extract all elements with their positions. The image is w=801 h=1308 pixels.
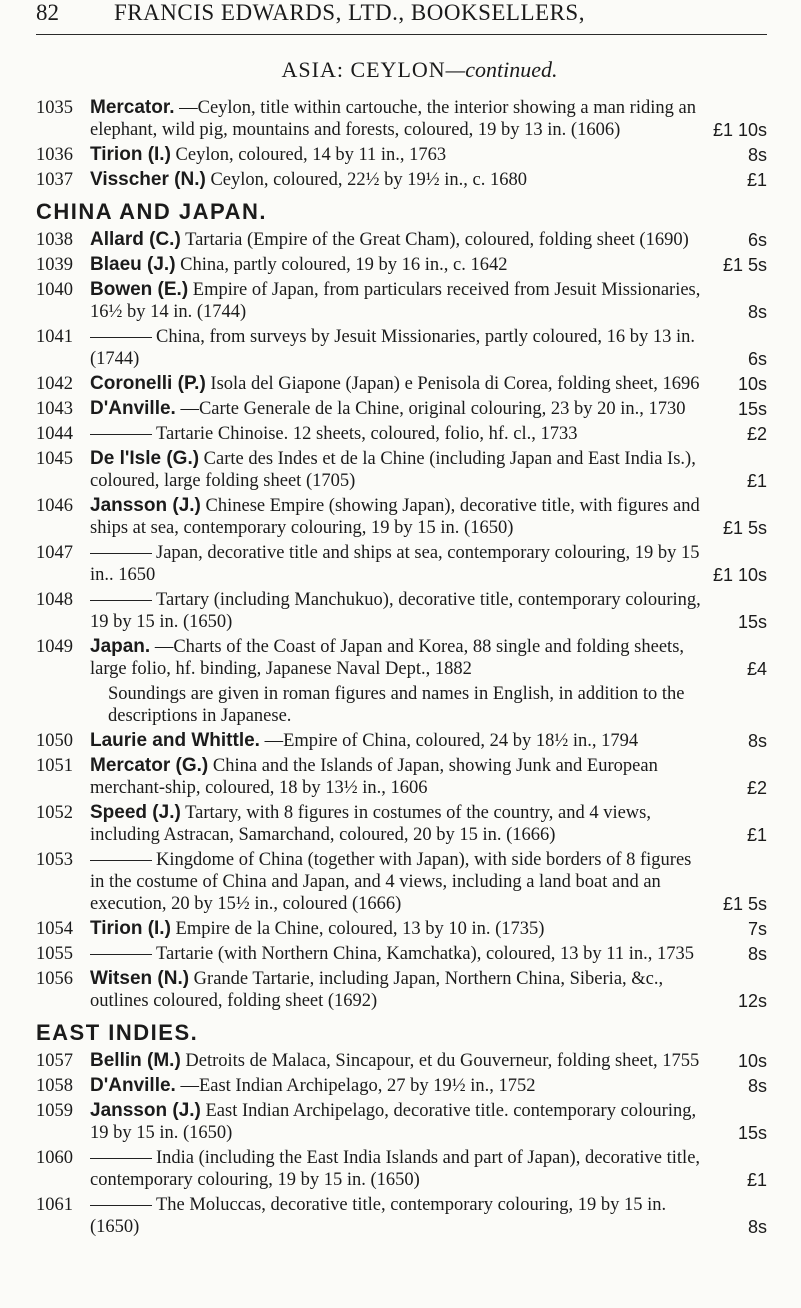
price: 12s: [737, 991, 767, 1011]
price: £1: [746, 471, 767, 491]
author-name: Blaeu (J.): [90, 254, 176, 275]
lot-number: 1053: [36, 850, 73, 870]
lot-number: 1041: [36, 327, 73, 347]
author-name: Bowen (E.): [90, 279, 189, 300]
price: 6s: [747, 230, 767, 250]
entry-description: Tartary (including Manchukuo), decorative title, contemporary colouring, 19 by 15 in. (1650): [90, 590, 701, 632]
ditto-rule: [90, 600, 152, 601]
ditto-rule: [90, 337, 152, 338]
author-name: Mercator.: [90, 97, 175, 118]
catalogue-listing: [36, 97, 767, 1238]
price: £1 5s: [722, 518, 767, 538]
author-name: Witsen (N.): [90, 968, 190, 989]
group-heading: CHINA AND JAPAN.: [36, 199, 267, 224]
entry-description: Japan, decorative title and ships at sea, contemporary colouring, 19 by 15 in.. 1650: [90, 543, 700, 585]
catalogue-entry: [36, 169, 767, 191]
price: £4: [746, 659, 767, 679]
lot-number: 1051: [36, 756, 73, 776]
catalogue-entry: [36, 326, 767, 370]
entry-description: —Empire of China, coloured, 24 by 18½ in., 1794: [264, 731, 639, 751]
entry-description: Tartary, with 8 figures in costumes of the country, and 4 views, including Astracan, Samarchand, coloured, 20 by 15 in. (1666): [90, 803, 651, 845]
running-title: FRANCIS EDWARDS, LTD., BOOKSELLERS,: [114, 0, 585, 25]
catalogue-entry: [36, 373, 767, 395]
lot-number: 1042: [36, 374, 73, 394]
price: 8s: [747, 302, 767, 322]
catalogue-entry: [36, 636, 767, 680]
lot-number: 1059: [36, 1101, 73, 1121]
entry-description: Chinese Empire (showing Japan), decorative title, with figures and ships at sea, contemporary colouring, 19 by 15 in. (1650): [90, 496, 700, 538]
price: 8s: [747, 1076, 767, 1096]
entry-note: [36, 683, 767, 727]
author-name: Allard (C.): [90, 229, 181, 250]
lot-number: 1044: [36, 424, 73, 444]
lot-number: 1037: [36, 170, 73, 190]
catalogue-entry: [36, 279, 767, 323]
ditto-rule: [90, 860, 152, 861]
price: £1 5s: [722, 894, 767, 914]
author-name: Mercator (G.): [90, 755, 209, 776]
lot-number: 1058: [36, 1076, 73, 1096]
entry-description: Carte des Indes et de la Chine (including Japan and East India Is.), coloured, large folding sheet (1705): [90, 449, 696, 491]
author-name: Speed (J.): [90, 802, 181, 823]
price: £1: [746, 170, 767, 190]
entry-description: India (including the East India Islands and part of Japan), decorative title, contemporary colouring, 19 by 15 in. (1650): [90, 1148, 701, 1190]
catalogue-entry: [36, 1147, 767, 1191]
entry-description: —Carte Generale de la Chine, original colouring, 23 by 20 in., 1730: [180, 399, 686, 419]
price: £1: [746, 1170, 767, 1190]
catalogue-entry: [36, 542, 767, 586]
entry-description: East Indian Archipelago, decorative title. contemporary colouring, 19 by 15 in. (1650): [90, 1101, 697, 1143]
catalogue-entry: [36, 254, 767, 276]
author-name: Tirion (I.): [90, 918, 171, 939]
lot-number: 1040: [36, 280, 73, 300]
lot-number: 1043: [36, 399, 73, 419]
entry-description: China, from surveys by Jesuit Missionaries, partly coloured, 16 by 13 in. (1744): [90, 327, 696, 369]
lot-number: 1035: [36, 98, 73, 118]
price: 15s: [737, 399, 767, 419]
lot-number: 1057: [36, 1051, 73, 1071]
lot-number: 1045: [36, 449, 73, 469]
entry-description: Tartaria (Empire of the Great Cham), coloured, folding sheet (1690): [185, 230, 689, 250]
price: £1 10s: [712, 120, 767, 140]
price: 10s: [737, 374, 767, 394]
price: 8s: [747, 944, 767, 964]
entry-description: Detroits de Malaca, Sincapour, et du Gouverneur, folding sheet, 1755: [185, 1051, 700, 1071]
catalogue-entry: [36, 968, 767, 1012]
price: 15s: [737, 612, 767, 632]
price: 10s: [737, 1051, 767, 1071]
lot-number: 1049: [36, 637, 73, 657]
price: £2: [746, 424, 767, 444]
ditto-rule: [90, 553, 152, 554]
page-number: 82: [36, 0, 59, 25]
lot-number: 1047: [36, 543, 73, 563]
entry-description: Ceylon, coloured, 14 by 11 in., 1763: [175, 145, 447, 165]
catalogue-entry: [36, 849, 767, 915]
price: 8s: [747, 731, 767, 751]
author-name: D'Anville.: [90, 398, 176, 419]
catalogue-entry: [36, 755, 767, 799]
lot-number: 1046: [36, 496, 73, 516]
lot-number: 1038: [36, 230, 73, 250]
entry-description: Ceylon, coloured, 22½ by 19½ in., c. 1680: [210, 170, 527, 190]
author-name: D'Anville.: [90, 1075, 176, 1096]
price: 8s: [747, 145, 767, 165]
price: 7s: [747, 919, 767, 939]
lot-number: 1050: [36, 731, 73, 751]
author-name: De l'Isle (G.): [90, 448, 200, 469]
author-name: Jansson (J.): [90, 495, 201, 516]
group-heading: EAST INDIES.: [36, 1020, 199, 1045]
entry-description: Empire de la Chine, coloured, 13 by 10 in. (1735): [175, 919, 545, 939]
author-name: Tirion (I.): [90, 144, 171, 165]
catalogue-entry: [36, 918, 767, 940]
catalogue-entry: [36, 802, 767, 846]
entry-description: —East Indian Archipelago, 27 by 19½ in., 1752: [180, 1076, 536, 1096]
ditto-rule: [90, 434, 152, 435]
price: 6s: [747, 349, 767, 369]
section-title-text: ASIA: CEYLON: [281, 57, 446, 82]
entry-description: China and the Islands of Japan, showing Junk and European merchant-ship, coloured, 18 by 13½ in., 1606: [90, 756, 658, 798]
catalogue-entry: [36, 144, 767, 166]
ditto-rule: [90, 1158, 152, 1159]
section-title: [72, 57, 767, 83]
catalogue-entry: [36, 423, 767, 445]
section-title-suffix: —continued.: [445, 57, 558, 82]
lot-number: 1048: [36, 590, 73, 610]
lot-number: 1056: [36, 969, 73, 989]
lot-number: 1061: [36, 1195, 73, 1215]
catalogue-entry: [36, 1100, 767, 1144]
price: £1: [746, 825, 767, 845]
catalogue-entry: [36, 398, 767, 420]
entry-description: —Charts of the Coast of Japan and Korea, 88 single and folding sheets, large folio, hf. binding, Japanese Naval Dept., 1882: [90, 637, 685, 679]
catalogue-entry: [36, 1050, 767, 1072]
catalogue-entry: [36, 448, 767, 492]
author-name: Bellin (M.): [90, 1050, 181, 1071]
entry-description: —Ceylon, title within cartouche, the interior showing a man riding an elephant, wild pig, mountains and forests, coloured, 19 by 13 in. (1606): [90, 98, 696, 140]
entry-description: Tartarie (with Northern China, Kamchatka), coloured, 13 by 11 in., 1735: [156, 944, 694, 964]
catalogue-entry: [36, 229, 767, 251]
lot-number: 1052: [36, 803, 73, 823]
entry-description: Tartarie Chinoise. 12 sheets, coloured, folio, hf. cl., 1733: [156, 424, 578, 444]
header-rule: [36, 34, 767, 35]
ditto-rule: [90, 1205, 152, 1206]
catalogue-entry: [36, 730, 767, 752]
lot-number: 1055: [36, 944, 73, 964]
ditto-rule: [90, 954, 152, 955]
price: £1 10s: [712, 565, 767, 585]
catalogue-entry: [36, 589, 767, 633]
page-header: [36, 0, 767, 34]
author-name: Coronelli (P.): [90, 373, 206, 394]
entry-description: Kingdome of China (together with Japan), with side borders of 8 figures in the costume of China and Japan, and 4 views, including a land boat and an execution, 20 by 15½ in., coloured (1666): [90, 850, 692, 914]
lot-number: 1060: [36, 1148, 73, 1168]
entry-description: The Moluccas, decorative title, contemporary colouring, 19 by 15 in. (1650): [90, 1195, 667, 1237]
catalogue-entry: [36, 495, 767, 539]
catalogue-entry: [36, 1194, 767, 1238]
author-name: Laurie and Whittle.: [90, 730, 260, 751]
lot-number: 1036: [36, 145, 73, 165]
entry-description: Grande Tartarie, including Japan, Northern China, Siberia, &c., outlines coloured, folding sheet (1692): [90, 969, 664, 1011]
author-name: Japan.: [90, 636, 151, 657]
price: 15s: [737, 1123, 767, 1143]
lot-number: 1039: [36, 255, 73, 275]
entry-description: Isola del Giapone (Japan) e Penisola di Corea, folding sheet, 1696: [210, 374, 700, 394]
catalogue-entry: [36, 1075, 767, 1097]
entry-description: Soundings are given in roman figures and names in English, in addition to the descriptions in Japanese.: [108, 684, 685, 726]
author-name: Visscher (N.): [90, 169, 206, 190]
price: £1 5s: [722, 255, 767, 275]
catalogue-entry: [36, 97, 767, 141]
author-name: Jansson (J.): [90, 1100, 201, 1121]
entry-description: Empire of Japan, from particulars received from Jesuit Missionaries, 16½ by 14 in. (1744): [90, 280, 701, 322]
catalogue-entry: [36, 943, 767, 965]
entry-description: China, partly coloured, 19 by 16 in., c. 1642: [180, 255, 508, 275]
lot-number: 1054: [36, 919, 73, 939]
price: 8s: [747, 1217, 767, 1237]
price: £2: [746, 778, 767, 798]
